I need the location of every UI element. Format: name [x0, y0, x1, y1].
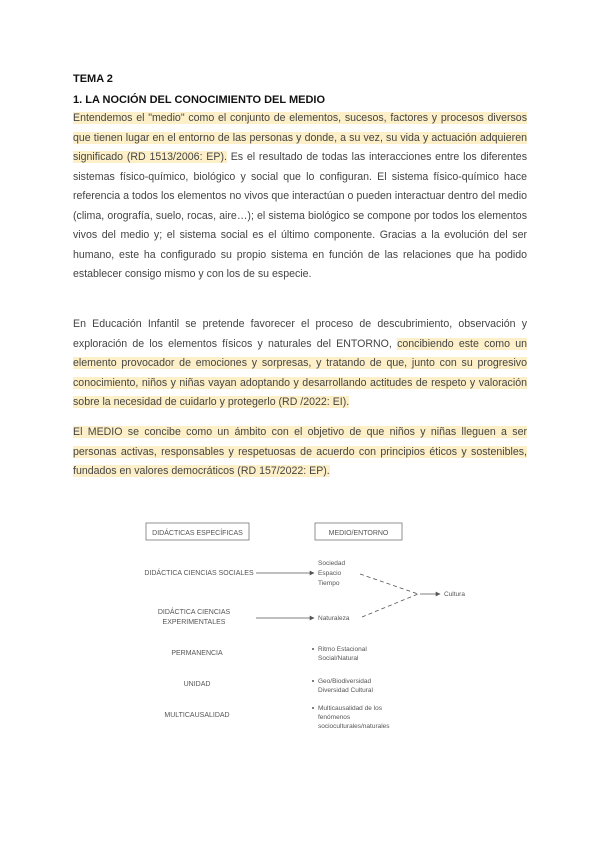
row5-right-1: Multicausalidad de los: [318, 705, 382, 712]
cultura-label: Cultura: [444, 591, 465, 598]
concept-diagram: [0, 500, 600, 760]
dashed-link-sociedad: [360, 574, 418, 594]
row2-left-2: EXPERIMENTALES: [162, 619, 226, 626]
paragraph-1-highlight: Entendemos el "medio" como el conjunto de elementos, sucesos, factores y procesos diversos que tienen lugar en el entorno de las personas y donde, a su vez, su vida y actuación adquieren significado (RD 1513/2006: EP).: [73, 112, 527, 163]
row2-right: Naturaleza: [318, 615, 350, 622]
row4-right-2: Diversidad Cultural: [318, 687, 373, 694]
row3-right-1: Ritmo Estacional: [318, 646, 367, 653]
row1-right-3: Tiempo: [318, 580, 340, 587]
row4-right-1: Geo/Biodiversidad: [318, 678, 372, 685]
row4-left: UNIDAD: [183, 681, 211, 688]
topic-heading: TEMA 2: [73, 73, 113, 85]
paragraph-3-highlight: El MEDIO se concibe como un ámbito con el objetivo de que niños y niñas lleguen a ser personas activas, responsables y respetuosas de acuerdo con principios éticos y sostenibles, fundados en valores democráticos (RD 157/2022: EP).: [73, 426, 527, 477]
row3-bullet: [312, 648, 314, 650]
paragraph-1: [73, 109, 527, 285]
row1-right-1: Sociedad: [318, 560, 346, 567]
row4-bullet: [312, 680, 314, 682]
paragraph-2-highlight: concibiendo este como un elemento provocador de emociones y sorpresas, y tratando de que, junto con su progresivo conocimiento, niños y niñas vayan adoptando y desarrollando actitudes de respeto y valoración sobre la necesidad de cuidarlo y protegerlo (RD /2022: EI).: [73, 337, 527, 408]
row1-right-2: Espacio: [318, 570, 342, 577]
row2-left-1: DIDÁCTICA CIENCIAS: [157, 609, 231, 616]
paragraph-3: [73, 423, 527, 482]
paragraph-2: [73, 315, 527, 413]
row3-left: PERMANENCIA: [171, 650, 223, 657]
row1-left-label: DIDÁCTICA CIENCIAS SOCIALES: [144, 570, 254, 577]
paragraph-2-text: En Educación Infantil se pretende favorecer el proceso de descubrimiento, observación y exploración de los elementos físicos y naturales del ENTORNO,: [73, 318, 527, 350]
dashed-link-naturaleza: [362, 594, 418, 617]
row5-right-3: socioculturales/naturales: [318, 723, 390, 730]
didacticas-box-label: DIDÁCTICAS ESPECÍFICAS: [152, 530, 243, 537]
section-title: 1. LA NOCIÓN DEL CONOCIMIENTO DEL MEDIO: [73, 94, 326, 106]
medio-box-label: MEDIO/ENTORNO: [328, 530, 389, 537]
paragraph-1-text: Es el resultado de todas las interacciones entre los diferentes sistemas físico-químico, biológico y social que lo configuran. El sistema físico-químico hace referencia a todos los elementos no vivos que interactúan o pueden interactuar dentro del medio (clima, orografía, suelo, rocas, aire…); el sistema biológico se compone por todos los elementos vivos del medio y; el sistema social es el último componente. Gracias a la evolución del ser humano, este ha configurado su propio sistema en función de las relaciones que ha podido establecer consigo mismo y con los de su especie.: [73, 151, 527, 280]
row5-bullet: [312, 707, 314, 709]
row5-right-2: fenómenos: [318, 714, 351, 721]
row5-left: MULTICAUSALIDAD: [164, 712, 230, 719]
row3-right-2: Social/Natural: [318, 655, 359, 662]
